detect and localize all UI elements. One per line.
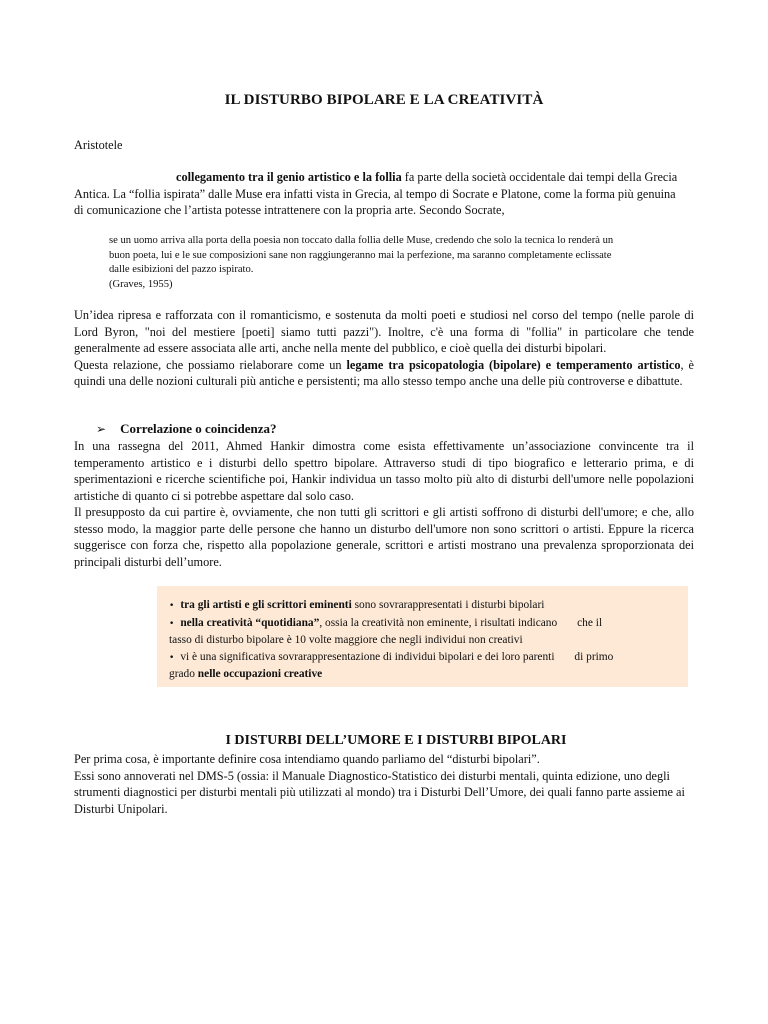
paragraph-relation	[74, 357, 694, 390]
bullet-item	[169, 615, 679, 633]
quote-line: se un uomo arriva alla porta della poesia non toccato dalla follia delle Muse, credendo che solo la tecnica lo renderà un	[109, 235, 614, 246]
bullet-icon: •	[169, 618, 175, 629]
paragraph-hankir	[74, 438, 694, 570]
paragraph-dms5: Essi sono annoverati nel DMS-5 (ossia: il Manuale Diagnostico-Statistico dei disturbi mentali, quinta edizione, uno degli strumenti diagnostici per disturbi mentali più utilizzati al mondo) tra i Disturbi Dell’Umore, dei quali fanno parte assieme ai Disturbi Unipolari.	[74, 768, 685, 816]
paragraph-romanticism	[74, 307, 694, 390]
bullet-text: grado	[169, 668, 198, 681]
bullet-bold: nella creatività “quotidiana”	[180, 616, 320, 629]
bullet-text: vi è una significativa sovrarappresentazione di individui bipolari e dei loro parenti di primo	[180, 650, 614, 663]
bullet-text: , ossia la creatività non eminente, i risultati indicano che il	[319, 616, 603, 629]
section-heading-text: Correlazione o coincidenza?	[120, 421, 277, 436]
bullet-continuation	[169, 666, 679, 683]
paragraph-intro	[74, 169, 704, 219]
paragraph-aristotele: Aristotele	[74, 138, 123, 152]
intro-text-3: di comunicazione che l’artista potesse intrattenere con la propria arte. Secondo Socrate,	[74, 203, 505, 217]
section-heading-correlazione	[96, 421, 277, 437]
highlight-box	[157, 586, 688, 687]
quote-line: dalle esibizioni del pazzo ispirato.	[109, 264, 254, 275]
paragraph-presupposto: Il presupposto da cui partire è, ovviamente, che non tutti gli scrittori e gli artisti soffrono di disturbi dell'umore; e che, allo stesso modo, la maggior parte delle persone che hanno un disturbo dell'umore non sono scrittori o artisti. Eppure la ricerca suggerisce con forza che, rispetto alla popolazione generale, scrittori e artisti mostrano una prevalenza sproporzionata dei principali disturbi dell’umore.	[74, 505, 694, 569]
intro-text-1: fa parte della società occidentale dai tempi della Grecia	[401, 170, 678, 184]
bullet-text: sono sovrarappresentati i disturbi bipolari	[351, 599, 545, 611]
relation-text-2: , è quindi una delle nozioni culturali più antiche e persistenti; ma allo stesso tempo anche una delle più controverse e dibattute.	[74, 357, 694, 388]
arrow-bullet-icon: ➢	[96, 422, 107, 436]
quote-line: buon poeta, lui e le sue composizioni sane non raggiungeranno mai la perfezione, ma saranno completamente eclissate	[109, 249, 612, 261]
bullet-icon: •	[169, 652, 175, 663]
paragraph-definition-text: Per prima cosa, è importante definire cosa intendiamo quando parliamo del “disturbi bipolari”.	[74, 752, 540, 766]
quote-citation: (Graves, 1955)	[109, 278, 173, 290]
relation-bold-phrase: legame tra psicopatologia (bipolare) e temperamento artistico	[346, 357, 681, 372]
paragraph-definition	[74, 751, 698, 817]
bullet-item	[169, 597, 679, 615]
bullet-bold: nelle occupazioni creative	[197, 668, 323, 681]
paragraph-hankir-text: In una rassegna del 2011, Ahmed Hankir dimostra come esista effettivamente un’associazione convincente tra il temperamento artistico e i disturbi dello spettro bipolare. Attraverso studi di tipo biografico e letterario prima, e di sperimentazioni e ricerche scientifiche poi, Hankir individua un tasso molto più alto di disturbi dell'umore nelle popolazioni artistiche di quanto ci si potrebbe aspettare dal solo caso.	[74, 439, 694, 503]
relation-text-1: Questa relazione, che possiamo rielaborare come un	[74, 357, 347, 372]
bullet-icon: •	[169, 601, 175, 611]
paragraph-romanticism-text: Un’idea ripresa e rafforzata con il romanticismo, e sostenuta da molti poeti e studiosi nel corso del tempo (nelle parole di Lord Byron, "noi del mestiere [poeti] siamo tutti pazzi"). Inoltre, c'è una forma di "follia" in particolare che tende generalmente ad essere associata alle arti, anche nella mente del pubblico, e cioè quella dei disturbi bipolari.	[74, 308, 694, 355]
section-heading-disturbi: I DISTURBI DELL’UMORE E I DISTURBI BIPOLARI	[225, 733, 567, 748]
bullet-continuation: tasso di disturbo bipolare è 10 volte maggiore che negli individui non creativi	[169, 634, 523, 647]
bullet-bold: tra gli artisti e gli scrittori eminenti	[180, 599, 352, 611]
block-quote	[109, 234, 669, 292]
bullet-item	[169, 649, 679, 667]
page-title: IL DISTURBO BIPOLARE E LA CREATIVITÀ	[224, 92, 544, 108]
intro-bold-phrase: collegamento tra il genio artistico e la follia	[176, 170, 402, 184]
intro-text-2: Antica. La “follia ispirata” dalle Muse era infatti vista in Grecia, al tempo di Socrate e Platone, come la forma più genuina	[74, 186, 676, 201]
